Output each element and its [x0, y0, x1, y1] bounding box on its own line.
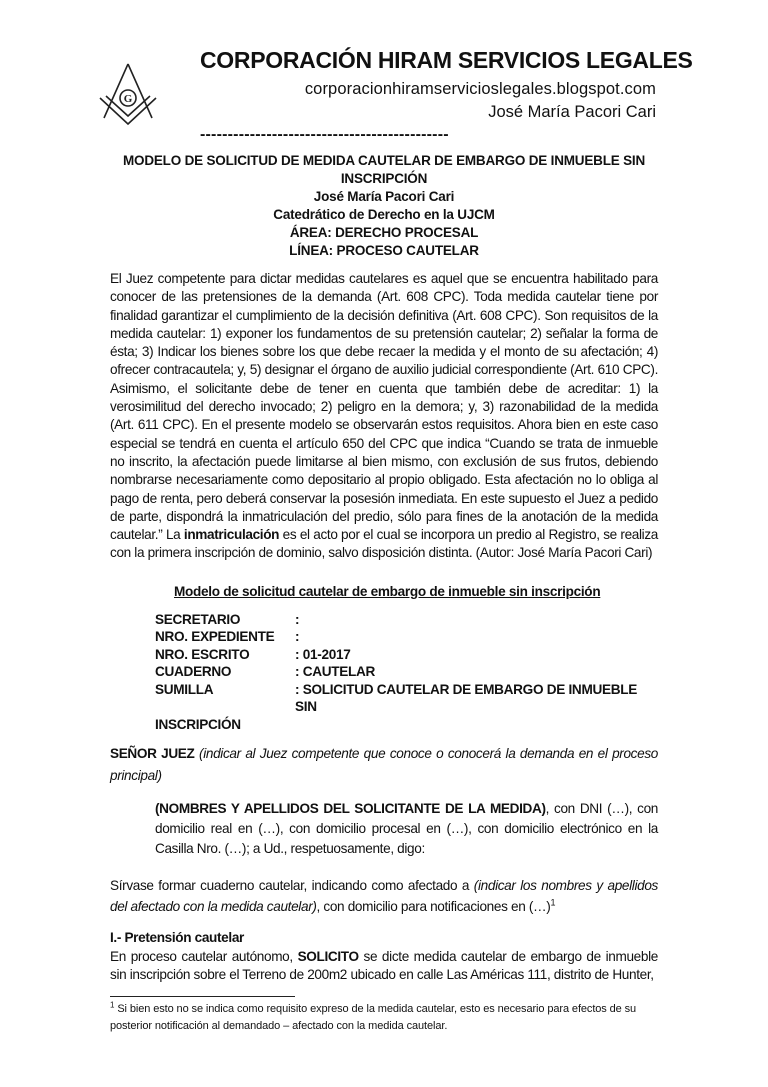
case-metadata — [155, 611, 660, 734]
meta-row: NRO. EXPEDIENTE : — [155, 629, 300, 645]
request-paragraph: Sírvase formar cuaderno cautelar, indicando como afectado a (indicar los nombres y apellidos del afectado con la medida cautelar), con domicilio para notificaciones en (…)$^1$ — [110, 878, 658, 915]
meta-row: SUMILLA : SOLICITUD CAUTELAR DE EMBARGO DE INMUEBLE SIN — [155, 681, 638, 715]
doc-linea: LÍNEA: PROCESO CAUTELAR — [289, 243, 479, 258]
doc-author-position: Catedrático de Derecho en la UJCM — [273, 207, 495, 222]
footnote: $^1$ Si bien esto no se indica como requisito expreso de la medida cautelar, esto es necesario para efectos de su posterior notificación al demandado – afectado con la medida cautelar. — [110, 1000, 637, 1033]
meta-row: SECRETARIO : — [155, 611, 300, 627]
header-author: José María Pacori Cari — [488, 103, 656, 121]
doc-title-line2: INSCRIPCIÓN — [340, 171, 428, 186]
model-subtitle: Modelo de solicitud cautelar de embargo de inmueble sin inscripción — [174, 583, 601, 599]
meta-row: CUADERNO : CAUTELAR — [155, 664, 376, 680]
footnote-ref[interactable]: 1 — [550, 897, 556, 908]
company-name: CORPORACIÓN HIRAM SERVICIOS LEGALES — [200, 47, 693, 73]
address-judge: SEÑOR JUEZ (indicar al Juez competente que conoce o conocerá la demanda en el proceso principal) — [110, 746, 658, 784]
doc-author: José María Pacori Cari — [313, 189, 455, 204]
intro-paragraph: El Juez competente para dictar medidas cautelares es aquel que se encuentra habilitado para conocer de las pretensiones de la demanda (Art. 608 CPC). Toda medida cautelar tiene por finalidad garantizar el cumplimiento de la decisión definitiva (Art. 608 CPC). Son requisitos de la medida cautelar: 1) exponer los fundamentos de su pretensión cautelar; 2) señalar la forma de ésta; 3) Indicar los bienes sobre los que debe recaer la medida y el monto de su afectación; 4) ofrecer contracautela; y, 5) designar el órgano de auxilio judicial correspondiente (Art. 610 CPC). Asimismo, el solicitante debe de tener en cuenta que también debe de acreditar: 1) la verosimilitud del derecho invocado; 2) peligro en la demora; y, 3) razonabilidad de la medida (Art. 611 CPC). En el presente modelo se observarán estos requisitos. Ahora bien en este caso especial se tendrá en cuenta el artículo 650 del CPC que indica “Cuando se trata de inmueble no inscrito, la afectación puede limitarse al bien mismo, con exclusión de sus frutos, debiendo nombrarse necesariamente como depositario al propio obligado. Esta afectación no lo obliga al pago de renta, pero deberá conservar la posesión inmediata. En este supuesto el Juez a pedido de parte, dispondrá la inmatriculación del predio, sólo para fines de la anotación de la medida cautelar.” La inmatriculación es el acto por el cual se incorpora un predio al Registro, se realiza con la primera inscripción de dominio, salvo disposición distinta. (Autor: José María Pacori Cari) — [110, 271, 658, 561]
applicant-paragraph: (NOMBRES Y APELLIDOS DEL SOLICITANTE DE LA MEDIDA), con DNI (…), con domicilio real en (…), con domicilio procesal en (…), con domicilio electrónico en la Casilla Nro. (…); a Ud., respetuosamente, digo: — [155, 801, 658, 857]
meta-row: NRO. ESCRITO : 01-2017 — [155, 646, 351, 662]
header-divider: --------------------------------------------- — [200, 126, 449, 143]
meta-row: INSCRIPCIÓN — [155, 716, 241, 732]
section1-heading: I.- Pretensión cautelar — [110, 930, 244, 946]
doc-title-line1: MODELO DE SOLICITUD DE MEDIDA CAUTELAR DE EMBARGO DE INMUEBLE SIN — [122, 153, 645, 168]
blog-url: corporacionhiramservicioslegales.blogspot.com — [304, 80, 656, 98]
svg-text:G: G — [123, 93, 133, 105]
footnote-divider — [110, 996, 295, 997]
doc-area: ÁREA: DERECHO PROCESAL — [289, 225, 479, 240]
section1-paragraph: En proceso cautelar autónomo, SOLICITO se dicte medida cautelar de embargo de inmueble sin inscripción sobre el Terreno de 200m2 ubicado en calle Las Américas 111, distrito de Hunter, — [110, 948, 658, 982]
